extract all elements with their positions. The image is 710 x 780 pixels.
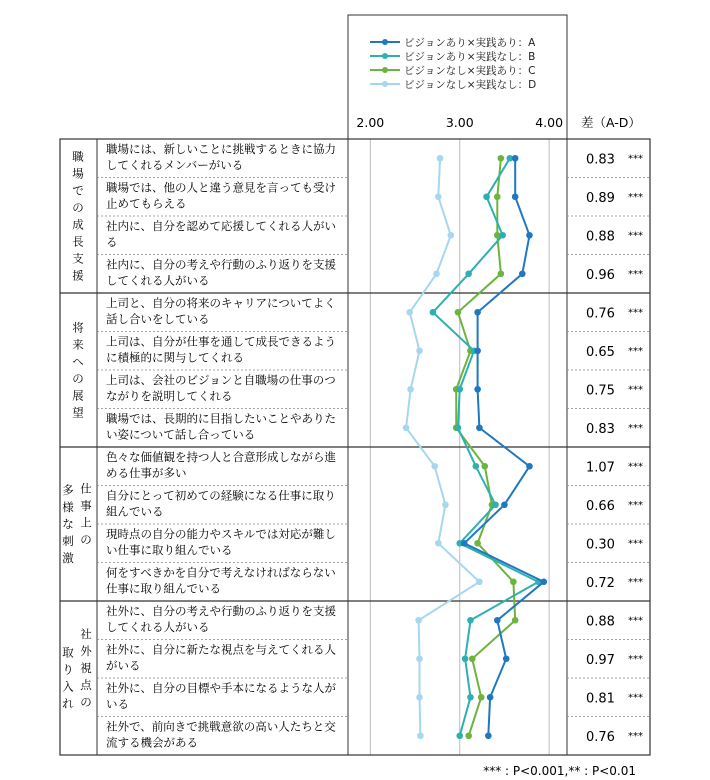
data-point-d	[433, 270, 440, 277]
data-point-b	[473, 463, 480, 470]
data-point-b	[430, 309, 437, 316]
data-point-d	[416, 655, 423, 662]
category-label-char: れ	[62, 696, 74, 711]
category-label-char: 援	[72, 268, 84, 283]
data-point-a	[526, 463, 533, 470]
category-sublabel-char: 社	[80, 627, 92, 641]
category-label-char: 望	[72, 405, 84, 420]
significance-mark: ***	[628, 307, 643, 319]
data-point-a	[474, 309, 481, 316]
legend-marker	[382, 39, 388, 45]
data-point-d	[431, 463, 438, 470]
category-label-char: り	[62, 662, 74, 677]
category-label-char: な	[62, 517, 74, 531]
category-label-char: へ	[72, 354, 84, 369]
item-label: 社内に、自分を認めて応援してくれる人がい	[106, 219, 336, 233]
diff-value: 0.75	[586, 383, 615, 399]
item-label: 色々な価値観を持つ人と合意形成しながら進	[106, 450, 336, 464]
legend-label: ビジョンなし×実践あり：C	[404, 65, 536, 77]
data-point-b	[467, 617, 474, 624]
x-tick-label: 2.00	[356, 115, 385, 130]
item-label: る	[106, 235, 118, 249]
data-point-c	[469, 655, 476, 662]
item-label: 仕事に取り組んでいる	[106, 581, 221, 596]
item-label: してくれるメンバーがいる	[106, 158, 244, 172]
diff-value: 0.81	[586, 691, 615, 707]
diff-value: 0.76	[586, 306, 615, 322]
item-label: がいる	[106, 658, 141, 673]
significance-mark: ***	[628, 576, 643, 588]
data-point-c	[474, 540, 481, 547]
data-point-a	[540, 578, 547, 585]
item-label: 社内に、自分の考えや行動のふり返りを支援	[106, 257, 336, 272]
data-point-b	[465, 270, 472, 277]
item-label: 職場では、長期的に目指したいことやありた	[106, 411, 336, 426]
data-point-d	[442, 501, 449, 508]
legend-label: ビジョンあり×実践あり：A	[404, 37, 536, 49]
category-label-char: 将	[72, 320, 84, 335]
data-point-d	[416, 347, 423, 354]
data-point-d	[403, 424, 410, 431]
legend-marker	[382, 81, 388, 87]
data-point-d	[416, 694, 423, 701]
item-label: 社外に、自分の考えや行動のふり返りを支援	[106, 604, 336, 618]
category-label-char: 様	[62, 500, 74, 514]
data-point-d	[407, 386, 414, 393]
category-label-char: 取	[62, 645, 74, 660]
x-tick-label: 4.00	[535, 115, 564, 130]
data-point-b	[492, 501, 499, 508]
legend-label: ビジョンあり×実践なし：B	[404, 51, 536, 63]
category-sublabel-char: 外	[80, 644, 92, 658]
diff-value: 0.88	[586, 614, 615, 630]
diff-value: 0.88	[586, 229, 615, 245]
significance-mark: ***	[628, 153, 643, 165]
legend-marker	[382, 67, 388, 73]
category-label-char: で	[72, 183, 84, 198]
footnote: *** : P<0.001,** : P<0.01	[483, 764, 636, 778]
category-label-char: 長	[72, 234, 84, 249]
significance-mark: ***	[628, 653, 643, 665]
item-label: 上司は、会社のビジョンと自職場の仕事のつ	[106, 373, 336, 387]
category-label-char: 展	[72, 388, 84, 403]
item-label: める仕事が多い	[106, 466, 187, 480]
significance-mark: ***	[628, 615, 643, 627]
item-label: 止めてもらえる	[106, 196, 187, 211]
diff-header: 差（A-D）	[581, 115, 641, 130]
item-label: ながりを説明してくれる	[106, 389, 233, 403]
significance-mark: ***	[628, 499, 643, 511]
significance-mark: ***	[628, 422, 643, 434]
diff-value: 0.83	[586, 152, 615, 168]
data-point-b	[455, 424, 462, 431]
diff-value: 0.96	[586, 267, 615, 283]
data-point-d	[476, 578, 483, 585]
item-label: 組んでいる	[106, 504, 164, 519]
data-point-a	[503, 655, 510, 662]
data-point-c	[465, 732, 472, 739]
data-point-d	[447, 232, 454, 239]
significance-mark: ***	[628, 692, 643, 704]
data-point-d	[415, 617, 422, 624]
data-point-a	[476, 424, 483, 431]
category-sublabel-char: 点	[80, 678, 92, 692]
diff-value: 1.07	[586, 460, 615, 476]
data-point-c	[498, 155, 505, 162]
data-point-d	[406, 309, 413, 316]
data-point-c	[512, 617, 519, 624]
item-label: 社外で、前向きで挑戦意欲の高い人たちと交	[106, 719, 336, 734]
data-point-c	[494, 193, 501, 200]
data-point-b	[499, 232, 506, 239]
diff-value: 0.30	[586, 537, 615, 553]
data-point-a	[461, 540, 468, 547]
category-sublabel-char: 上	[80, 515, 92, 530]
item-label: いる	[106, 697, 129, 711]
diff-value: 0.72	[586, 575, 615, 591]
category-sublabel-char: 視	[80, 661, 92, 675]
diff-value: 0.89	[586, 190, 615, 206]
category-label-char: 支	[72, 251, 84, 266]
category-label-char: 入	[62, 679, 74, 694]
legend-marker	[382, 53, 388, 59]
data-point-a	[487, 694, 494, 701]
category-label-char: 多	[62, 483, 74, 497]
item-label: 社外に、自分の目標や手本になるような人が	[106, 681, 336, 695]
data-point-d	[417, 732, 424, 739]
diff-value: 0.76	[586, 729, 615, 745]
legend-label: ビジョンなし×実践なし：D	[404, 79, 537, 91]
significance-mark: ***	[628, 538, 643, 550]
data-point-a	[474, 347, 481, 354]
item-label: してくれる人がいる	[106, 273, 210, 288]
significance-mark: ***	[628, 730, 643, 742]
significance-mark: ***	[628, 345, 643, 357]
data-point-a	[494, 617, 501, 624]
data-point-a	[526, 232, 533, 239]
data-point-b	[456, 386, 463, 393]
significance-mark: ***	[628, 384, 643, 396]
data-point-d	[435, 540, 442, 547]
data-point-c	[478, 694, 485, 701]
data-point-a	[512, 193, 519, 200]
data-point-a	[485, 732, 492, 739]
category-sublabel-char: 事	[80, 498, 92, 513]
item-label: 流する機会がある	[106, 735, 198, 750]
data-point-a	[512, 155, 519, 162]
data-point-c	[481, 463, 488, 470]
item-label: してくれる人がいる	[106, 620, 210, 634]
diff-value: 0.66	[586, 498, 615, 514]
data-point-a	[501, 501, 508, 508]
item-label: い仕事に取り組んでいる	[106, 543, 233, 557]
data-point-b	[462, 655, 469, 662]
significance-mark: ***	[628, 230, 643, 242]
x-tick-label: 3.00	[445, 115, 474, 130]
item-label: 職場には、新しいことに挑戦するときに協力	[106, 142, 336, 156]
category-label-char: 刺	[62, 534, 74, 548]
item-label: 現時点の自分の能力やスキルでは対応が難し	[106, 527, 336, 541]
item-label: 上司と、自分の将来のキャリアについてよく	[106, 296, 336, 310]
item-label: 話し合いをしている	[106, 312, 210, 326]
category-label-char: の	[72, 371, 84, 386]
data-point-d	[435, 193, 442, 200]
data-point-c	[455, 309, 462, 316]
data-point-b	[456, 732, 463, 739]
item-label: に積極的に関与してくれる	[106, 350, 244, 365]
category-sublabel-char: 仕	[80, 481, 92, 496]
data-point-a	[474, 386, 481, 393]
data-point-c	[510, 578, 517, 585]
data-point-a	[519, 270, 526, 277]
item-label: 職場では、他の人と違う意見を言っても受け	[106, 180, 336, 195]
item-label: 自分にとって初めての経験になる仕事に取り	[106, 488, 336, 503]
data-point-b	[483, 193, 490, 200]
category-label-char: の	[72, 200, 84, 215]
category-label-char: 来	[72, 337, 84, 352]
category-sublabel-char: の	[80, 695, 92, 709]
item-label: い姿について話し合っている	[106, 427, 256, 442]
data-point-b	[467, 694, 474, 701]
significance-mark: ***	[628, 461, 643, 473]
significance-mark: ***	[628, 191, 643, 203]
diff-value: 0.83	[586, 421, 615, 437]
category-label-char: 場	[72, 166, 84, 181]
diff-value: 0.65	[586, 344, 615, 360]
category-label-char: 激	[62, 551, 74, 565]
category-label-char: 成	[72, 217, 84, 232]
significance-mark: ***	[628, 268, 643, 280]
item-label: 社外に、自分に新たな視点を与えてくれる人	[106, 642, 336, 657]
category-label-char: 職	[72, 149, 84, 164]
category-sublabel-char: の	[80, 532, 92, 547]
item-label: 何をすべきかを自分で考えなければならない	[106, 565, 336, 580]
data-point-d	[437, 155, 444, 162]
data-point-c	[498, 270, 505, 277]
diff-value: 0.97	[586, 652, 615, 668]
item-label: 上司は、自分が仕事を通して成長できるよう	[106, 334, 336, 349]
